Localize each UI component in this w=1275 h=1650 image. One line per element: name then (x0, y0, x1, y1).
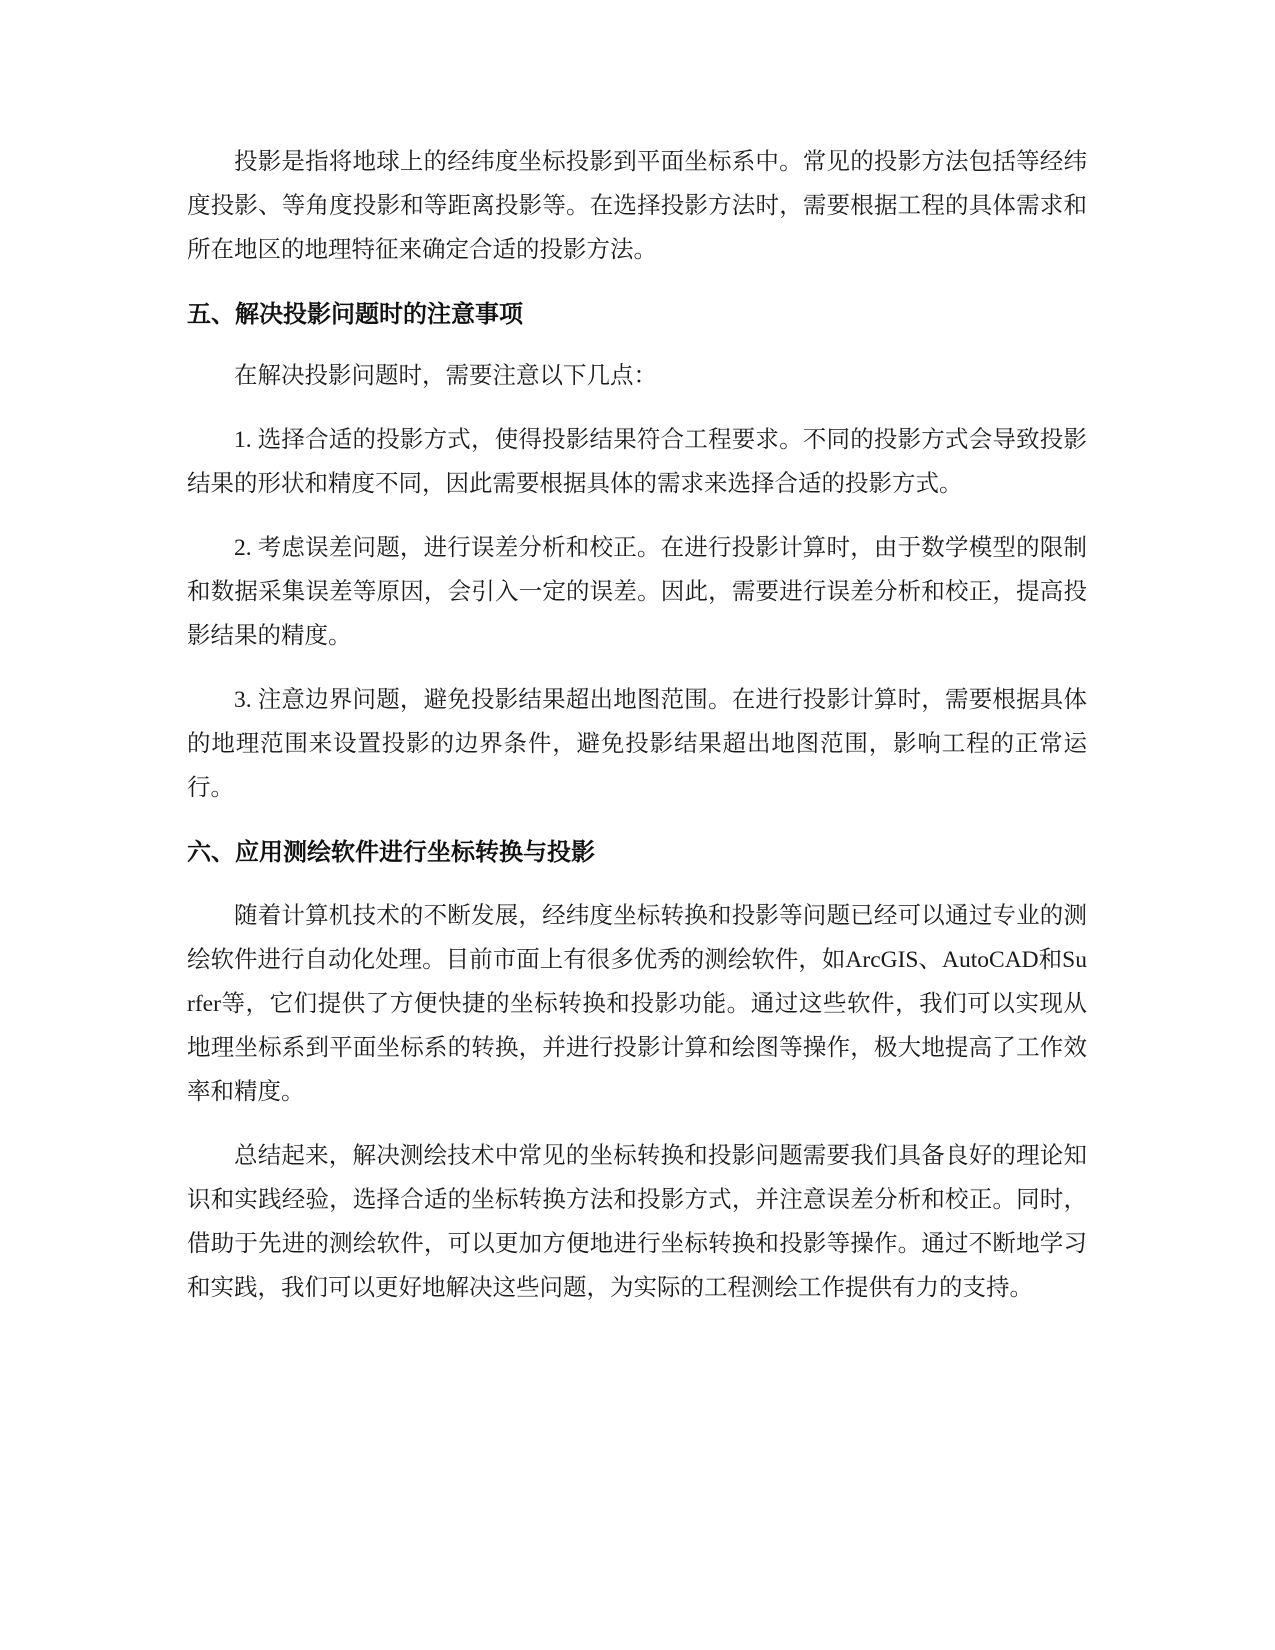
paragraph-projection-definition: 投影是指将地球上的经纬度坐标投影到平面坐标系中。常见的投影方法包括等经纬度投影、等角度投影和等距离投影等。在选择投影方法时，需要根据工程的具体需求和所在地区的地理特征来确定合适的投影方法。 (187, 149, 1087, 263)
section-heading-5: 五、解决投影问题时的注意事项 (187, 300, 523, 328)
paragraph-section5-intro: 在解决投影问题时，需要注意以下几点： (234, 363, 657, 389)
list-item-3: 3. 注意边界问题，避免投影结果超出地图范围。在进行投影计算时，需要根据具体的地理范围来设置投影的边界条件，避免投影结果超出地图范围，影响工程的正常运行。 (187, 687, 1087, 801)
paragraph-software: 随着计算机技术的不断发展，经纬度坐标转换和投影等问题已经可以通过专业的测绘软件进行自动化处理。目前市面上有很多优秀的测绘软件，如ArcGIS、AutoCAD和Surfer等，它们提供了方便快捷的坐标转换和投影功能。通过这些软件，我们可以实现从地理坐标系到平面坐标系的转换，并进行投影计算和绘图等操作，极大地提高了工作效率和精度。 (187, 903, 1087, 1105)
list-item-2: 2. 考虑误差问题，进行误差分析和校正。在进行投影计算时，由于数学模型的限制和数据采集误差等原因，会引入一定的误差。因此，需要进行误差分析和校正，提高投影结果的精度。 (187, 535, 1087, 649)
document-body (187, 140, 1087, 1330)
section-heading-6: 六、应用测绘软件进行坐标转换与投影 (187, 838, 595, 866)
paragraph-conclusion: 总结起来，解决测绘技术中常见的坐标转换和投影问题需要我们具备良好的理论知识和实践经验，选择合适的坐标转换方法和投影方式，并注意误差分析和校正。同时，借助于先进的测绘软件，可以更加方便地进行坐标转换和投影等操作。通过不断地学习和实践，我们可以更好地解决这些问题，为实际的工程测绘工作提供有力的支持。 (187, 1143, 1087, 1301)
list-item-1: 1. 选择合适的投影方式，使得投影结果符合工程要求。不同的投影方式会导致投影结果的形状和精度不同，因此需要根据具体的需求来选择合适的投影方式。 (187, 427, 1087, 497)
